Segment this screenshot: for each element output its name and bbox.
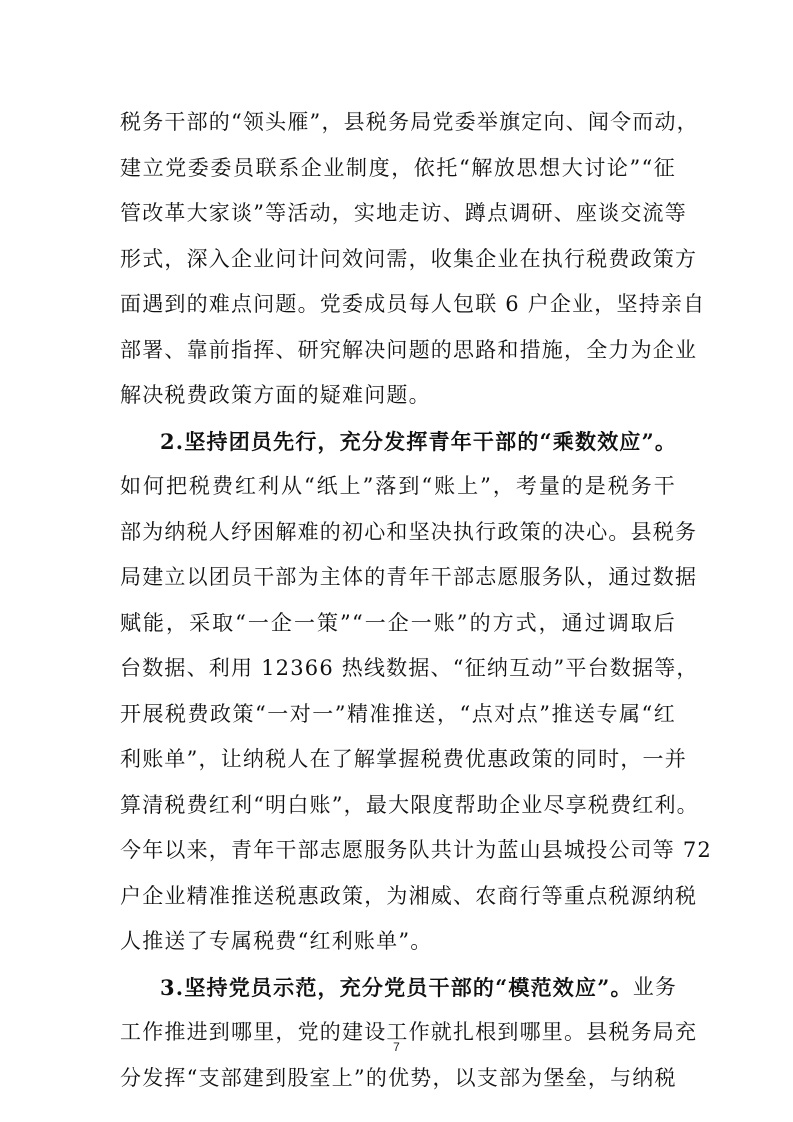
paragraph-line: 面遇到的难点问题。党委成员每人包联 6 户企业，坚持亲自 — [120, 292, 706, 316]
paragraph-line: 税务干部的“领头雁”，县税务局党委举旗定向、闻令而动， — [120, 110, 699, 134]
paragraph-line: 算清税费红利“明白账”，最大限度帮助企业尽享税费红利。 — [120, 792, 699, 817]
body-text — [120, 100, 712, 1101]
paragraph-line: 形式，深入企业问计问效问需，收集企业在执行税费政策方 — [120, 246, 698, 271]
section-heading-3: 3.坚持党员示范，充分党员干部的“模范效应”。 — [160, 974, 633, 1000]
paragraph-text: 业务 — [632, 974, 678, 999]
paragraph-line: 管改革大家谈”等活动，实地走访、蹲点调研、座谈交流等 — [120, 201, 687, 225]
section-line-3 — [120, 965, 676, 1011]
paragraph-line: 赋能，采取“一企一策”“一企一账”的方式，通过调取后 — [120, 610, 676, 635]
paragraph-line: 台数据、利用 12366 热线数据、“征纳互动”平台数据等， — [120, 656, 699, 680]
paragraph-line: 工作推进到哪里，党的建设工作就扎根到哪里。县税务局充 — [120, 1020, 698, 1044]
paragraph-line: 人推送了专属税费“红利账单”。 — [120, 929, 433, 953]
section-heading-2: 2.坚持团员先行，充分发挥青年干部的“乘数效应”。 — [160, 428, 678, 454]
paragraph-line: 分发挥“支部建到股室上”的优势，以支部为堡垒，与纳税 — [120, 1065, 677, 1090]
paragraph-line: 建立党委委员联系企业制度，依托“解放思想大讨论”“征 — [120, 155, 676, 180]
paragraph-line: 今年以来，青年干部志愿服务队共计为蓝山县城投公司等 72 — [120, 838, 712, 862]
paragraph-line: 利账单”，让纳税人在了解掌握税费优惠政策的同时，一并 — [120, 747, 687, 771]
paragraph-line: 如何把税费红利从“纸上”落到“账上”，考量的是税务干 — [120, 474, 676, 498]
paragraph-line: 户企业精准推送税惠政策，为湘威、农商行等重点税源纳税 — [120, 883, 698, 908]
paragraph-line: 部为纳税人纾困解难的初心和坚决执行政策的决心。县税务 — [120, 519, 698, 544]
paragraph-line: 部署、靠前指挥、研究解决问题的思路和措施，全力为企业 — [120, 337, 698, 362]
paragraph-line: 局建立以团员干部为主体的青年干部志愿服务队，通过数据 — [120, 565, 698, 589]
paragraph-line: 解决税费政策方面的疑难问题。 — [120, 383, 431, 407]
paragraph-line: 开展税费政策“一对一”精准推送，“点对点”推送专属“红 — [120, 701, 676, 726]
page-number: 7 — [393, 1040, 400, 1054]
